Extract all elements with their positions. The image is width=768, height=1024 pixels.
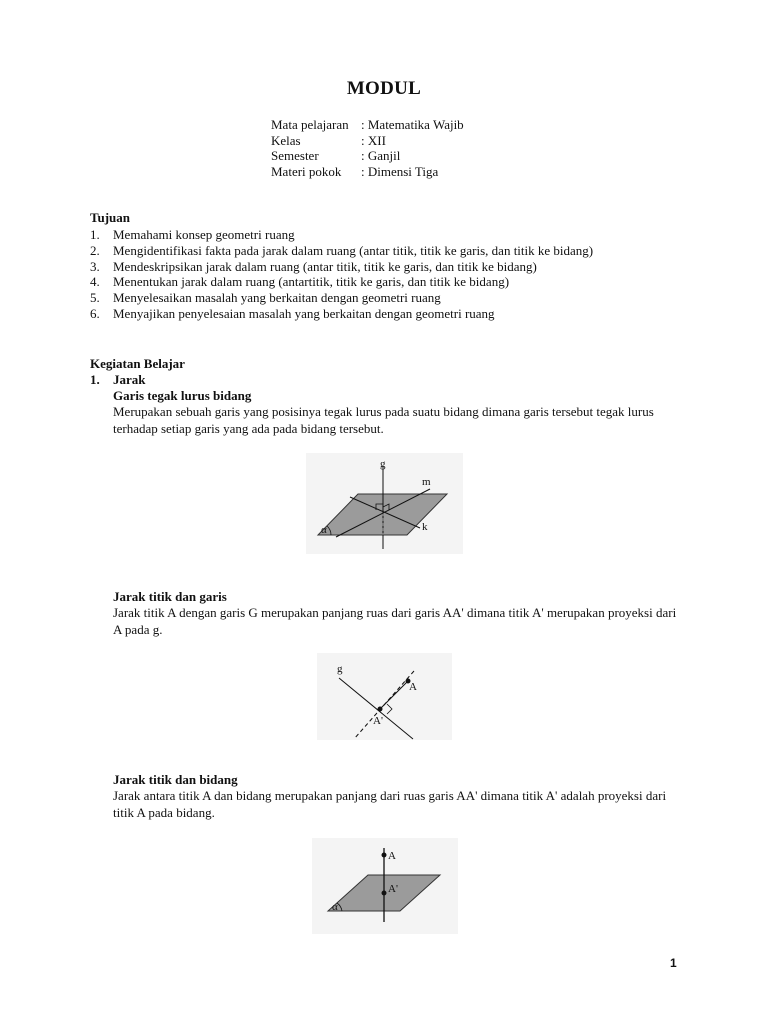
figure-svg bbox=[306, 453, 463, 554]
label-A: A bbox=[409, 681, 417, 693]
list-item bbox=[90, 274, 593, 290]
meta-row-class bbox=[271, 133, 464, 149]
label-A: A bbox=[388, 850, 396, 862]
meta-key: Mata pelajaran bbox=[271, 117, 349, 132]
meta-key: Kelas bbox=[271, 132, 301, 148]
section-text-point-line: Jarak titik A dengan garis G merupakan panjang ruas dari garis AA' dimana titik A' merupakan proyeksi dari A pada g. bbox=[113, 605, 677, 637]
label-g: g bbox=[380, 458, 386, 470]
list-text: Menyelesaikan masalah yang berkaitan dengan geometri ruang bbox=[113, 290, 441, 306]
figure-svg bbox=[317, 653, 452, 740]
list-item bbox=[90, 259, 593, 275]
meta-value: : Matematika Wajib bbox=[361, 117, 464, 132]
page-number: 1 bbox=[670, 956, 677, 970]
label-k: k bbox=[422, 521, 428, 533]
label-alpha: α bbox=[321, 524, 327, 536]
meta-key: Semester bbox=[271, 148, 319, 163]
meta-table bbox=[271, 117, 464, 179]
list-number: 3. bbox=[90, 258, 100, 274]
label-m: m bbox=[422, 476, 431, 488]
point-A-prime bbox=[378, 707, 383, 712]
figure-point-to-line bbox=[317, 653, 452, 740]
list-item bbox=[90, 243, 593, 259]
list-text: Menyajikan penyelesaian masalah yang berkaitan dengan geometri ruang bbox=[113, 305, 495, 321]
list-number: 2. bbox=[90, 242, 100, 258]
right-angle-mark bbox=[387, 704, 392, 714]
kegiatan-heading: Kegiatan Belajar bbox=[90, 356, 185, 371]
list-item bbox=[90, 306, 593, 322]
meta-value: : Ganjil bbox=[361, 148, 401, 163]
label-g: g bbox=[337, 663, 343, 675]
kegiatan-item-title: Jarak bbox=[113, 372, 146, 387]
tujuan-heading: Tujuan bbox=[90, 210, 130, 225]
list-item bbox=[90, 227, 593, 243]
list-number: 1. bbox=[90, 227, 100, 242]
list-text: Mendeskripsikan jarak dalam ruang (antar titik, titik ke garis, dan titik ke bidang) bbox=[113, 258, 537, 274]
list-item bbox=[90, 290, 593, 306]
meta-key: Materi pokok bbox=[271, 163, 342, 179]
section-heading-point-line: Jarak titik dan garis bbox=[113, 589, 227, 604]
label-A-prime: A' bbox=[388, 883, 398, 895]
label-A-prime: A' bbox=[373, 715, 383, 727]
kegiatan-item-number: 1. bbox=[90, 372, 100, 387]
section-heading-point-plane: Jarak titik dan bidang bbox=[113, 772, 238, 787]
figure-svg bbox=[312, 838, 458, 934]
document-title: MODUL bbox=[346, 78, 422, 99]
meta-row-semester bbox=[271, 148, 464, 164]
list-text: Mengidentifikasi fakta pada jarak dalam ruang (antar titik, titik ke garis, dan titik ke bidang) bbox=[113, 242, 594, 258]
tujuan-list bbox=[90, 227, 593, 322]
label-alpha: α bbox=[332, 901, 338, 913]
section-text-perpendicular: Merupakan sebuah garis yang posisinya tegak lurus pada suatu bidang dimana garis tersebut tegak lurus terhadap setiap garis yang ada pada bidang tersebut. bbox=[113, 404, 654, 436]
meta-value: : Dimensi Tiga bbox=[361, 163, 439, 179]
figure-point-to-plane bbox=[312, 838, 458, 934]
list-number: 5. bbox=[90, 290, 100, 306]
meta-value: : XII bbox=[361, 132, 386, 148]
meta-row-topic bbox=[271, 164, 464, 180]
section-text-point-plane: Jarak antara titik A dan bidang merupakan panjang dari ruas garis AA' dimana titik A' adalah proyeksi dari titik A pada bidang. bbox=[113, 788, 667, 820]
list-number: 4. bbox=[90, 274, 100, 290]
point-A bbox=[382, 853, 387, 858]
list-text: Menentukan jarak dalam ruang (antartitik, titik ke garis, dan titik ke bidang) bbox=[113, 274, 510, 290]
section-heading-perpendicular: Garis tegak lurus bidang bbox=[113, 388, 252, 403]
list-number: 6. bbox=[90, 305, 100, 321]
meta-row-subject bbox=[271, 117, 464, 133]
list-text: Memahami konsep geometri ruang bbox=[113, 227, 295, 242]
segment-AA-prime bbox=[380, 680, 409, 709]
point-A-prime bbox=[382, 891, 387, 896]
figure-line-perpendicular-plane bbox=[306, 453, 463, 554]
